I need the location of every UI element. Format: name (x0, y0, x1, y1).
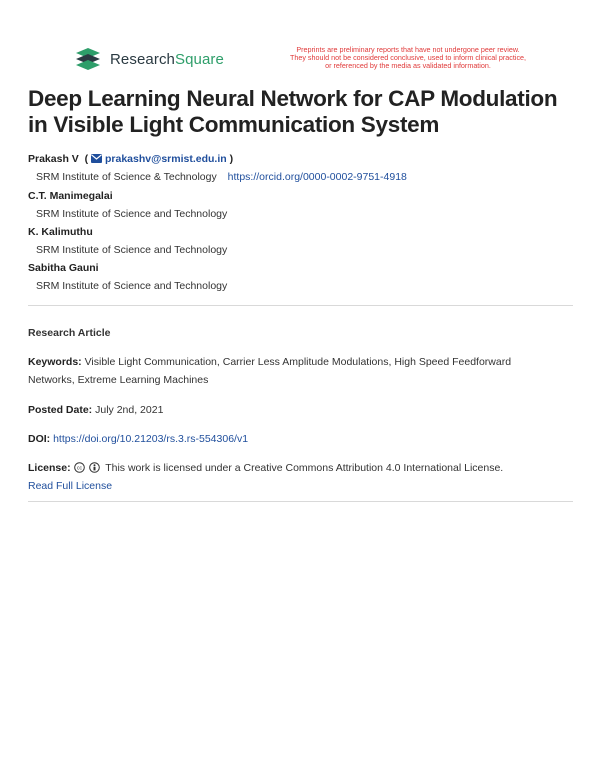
preprint-notice (268, 46, 548, 70)
author-4-affiliation: SRM Institute of Science and Technology (36, 280, 228, 292)
research-square-logo[interactable] (74, 48, 224, 70)
doi-row (28, 430, 573, 448)
license-section (28, 459, 573, 495)
orcid-link[interactable]: https://orcid.org/0000-0002-9751-4918 (227, 171, 407, 183)
notice-line: Preprints are preliminary reports that have not undergone peer review. (296, 45, 520, 54)
doi-label: DOI: (28, 433, 51, 445)
notice-line: or referenced by the media as validated information. (325, 61, 491, 70)
doi-link[interactable]: https://doi.org/10.21203/rs.3.rs-554306/v1 (53, 433, 249, 445)
read-full-license-link[interactable]: Read Full License (28, 480, 113, 492)
title-line: Deep Learning Neural Network for CAP Modulation (28, 86, 558, 111)
notice-line: They should not be considered conclusive, used to inform clinical practice, (289, 53, 527, 62)
keywords-section (28, 353, 573, 389)
email-close-paren: ) (229, 153, 234, 165)
license-text: This work is licensed under a Creative Commons Attribution 4.0 International License. (105, 462, 504, 474)
title-line: in Visible Light Communication System (28, 112, 440, 137)
author-3-affiliation: SRM Institute of Science and Technology (36, 244, 228, 256)
author-name: Prakash V (28, 153, 79, 165)
author-2-name: C.T. Manimegalai (28, 190, 113, 202)
posted-date-value: July 2nd, 2021 (95, 404, 164, 416)
keywords-label: Keywords: (28, 356, 82, 368)
author-4-name: Sabitha Gauni (28, 262, 99, 274)
envelope-icon (91, 154, 102, 163)
keywords-line: Visible Light Communication, Carrier Less Amplitude Modulations, High Speed Feedforward (84, 356, 512, 368)
research-square-logo-icon (74, 48, 104, 70)
article-type: Research Article (28, 327, 111, 339)
divider (28, 305, 573, 306)
author-1-affiliation-row (36, 171, 407, 183)
logo-wordmark: ResearchSquare (110, 50, 224, 68)
author-affiliation: SRM Institute of Science & Technology (36, 171, 217, 183)
by-icon (89, 462, 100, 473)
author-2-affiliation: SRM Institute of Science and Technology (36, 208, 228, 220)
svg-text:cc: cc (76, 465, 82, 472)
posted-date-row (28, 401, 573, 419)
keywords-line: Networks, Extreme Learning Machines (28, 374, 209, 386)
license-label: License: (28, 462, 71, 474)
author-email-link[interactable]: prakashv@srmist.edu.in (104, 153, 227, 165)
author-3-name: K. Kalimuthu (28, 226, 93, 238)
posted-date-label: Posted Date: (28, 404, 93, 416)
paper-title (28, 86, 578, 138)
email-open-paren: ( (81, 153, 89, 165)
cc-icon (74, 462, 85, 473)
divider (28, 501, 573, 502)
author-1 (28, 153, 233, 165)
